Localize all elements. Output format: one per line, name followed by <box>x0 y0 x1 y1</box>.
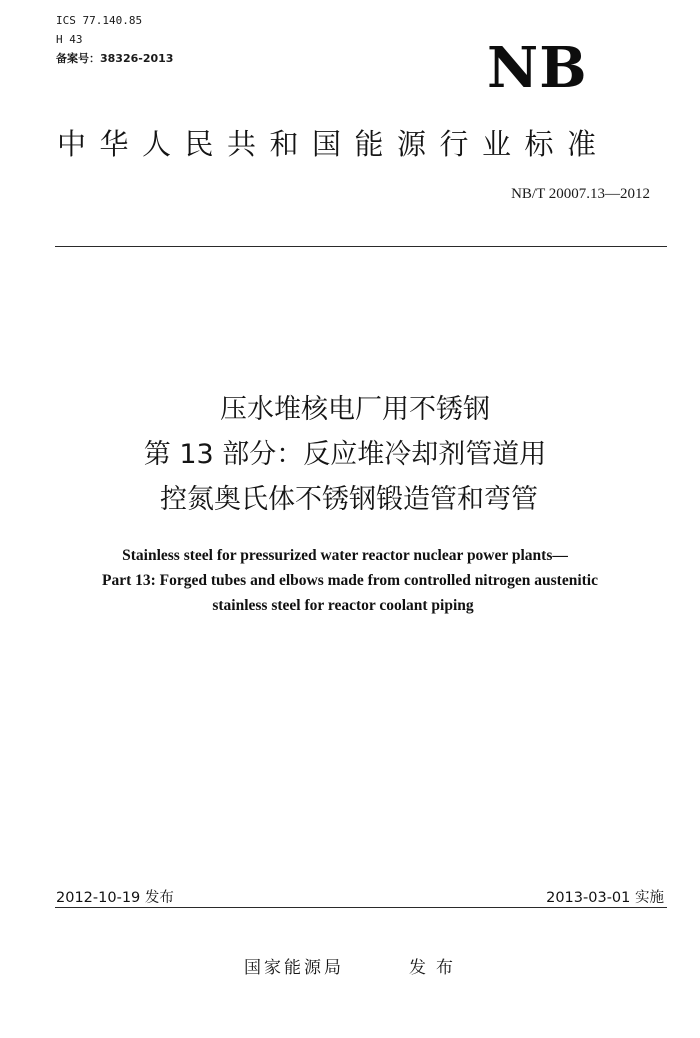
english-title-line-2: Part 13: Forged tubes and elbows made from controlled nitrogen austenitic <box>102 572 598 589</box>
english-title-line-1: Stainless steel for pressurized water reactor nuclear power plants— <box>122 547 568 564</box>
standard-number: NB/T 20007.13—2012 <box>511 186 650 202</box>
record-number: 备案号：38326-2013 <box>56 52 174 65</box>
issuing-authority: 国家能源局 <box>244 958 344 978</box>
standard-category-title: 中华人民共和国能源行业标准 <box>57 127 610 161</box>
issuer-action: 发布 <box>409 958 463 978</box>
footer-divider <box>55 907 667 908</box>
header-divider <box>55 246 667 247</box>
nb-logo: NB <box>487 35 588 101</box>
chinese-title-line-3: 控氮奥氏体不锈钢锻造管和弯管 <box>160 484 538 515</box>
english-title-line-3: stainless steel for reactor coolant piping <box>212 597 474 614</box>
classification-code: H 43 <box>56 33 83 46</box>
implementation-date: 2013-03-01 实施 <box>546 890 664 906</box>
chinese-title-line-2: 第 13 部分：反应堆冷却剂管道用 <box>143 439 547 470</box>
chinese-title-line-1: 压水堆核电厂用不锈钢 <box>220 394 490 425</box>
issue-date: 2012-10-19 发布 <box>56 890 174 906</box>
ics-code: ICS 77.140.85 <box>56 14 143 27</box>
